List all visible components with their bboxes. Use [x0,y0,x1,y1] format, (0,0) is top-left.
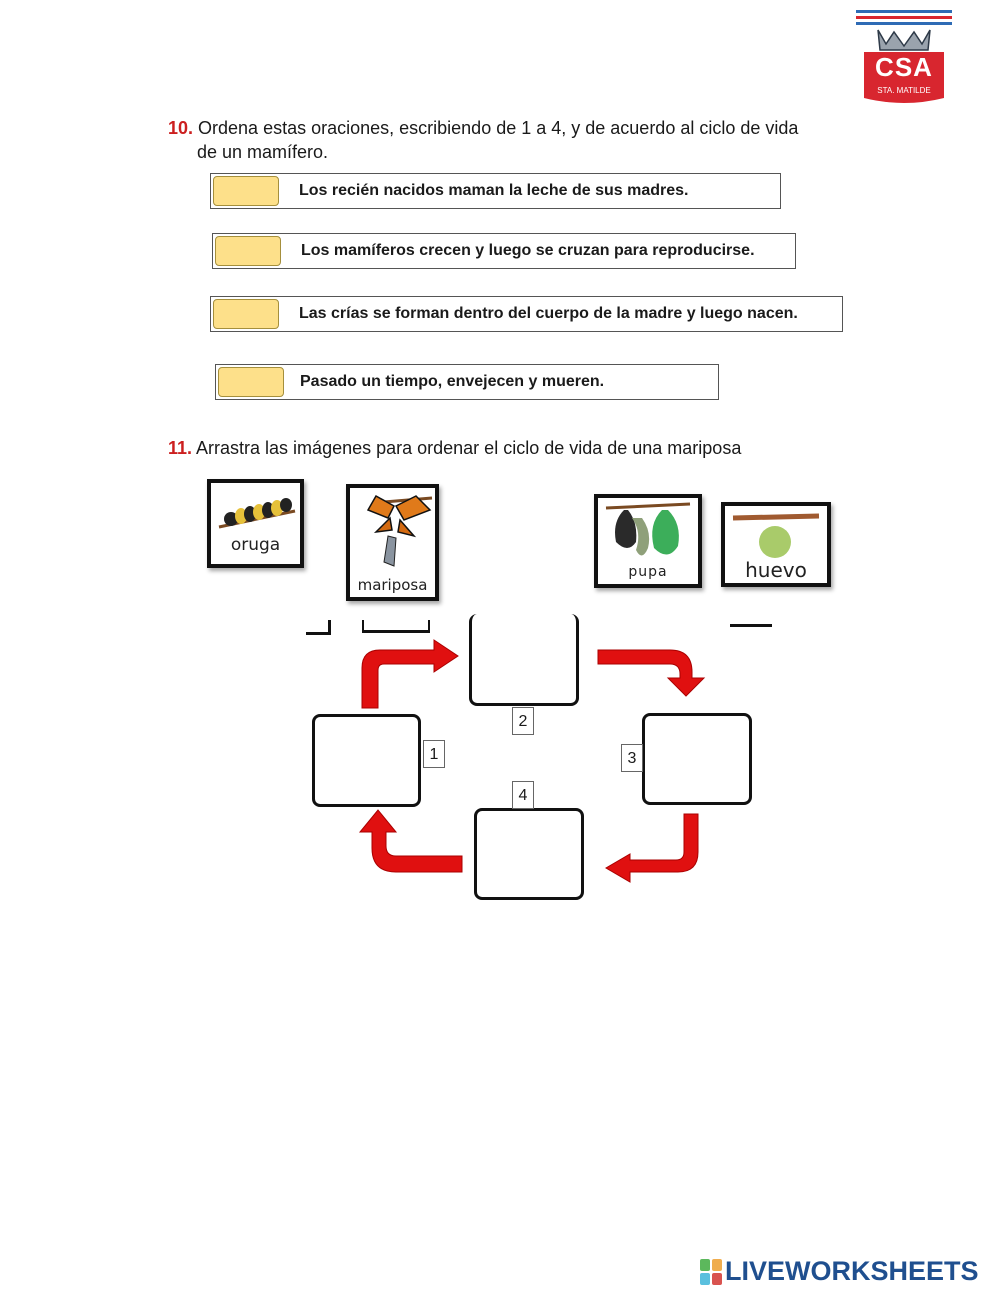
sentence-text-1: Los recién nacidos maman la leche de sus madres. [299,182,689,199]
question-10-text: Ordena estas oraciones, escribiendo de 1 a 4, y de acuerdo al ciclo de vida [193,118,799,138]
egg-icon [729,510,823,562]
chrysalis-icon [602,502,694,568]
question-11-text: Arrastra las imágenes para ordenar el ciclo de vida de una mariposa [192,438,742,458]
card-pupa[interactable] [594,494,702,588]
card-label-pupa: pupa [628,564,668,580]
sentence-row-2 [212,233,796,269]
card-oruga[interactable] [207,479,304,568]
card-label-oruga: oruga [230,535,281,555]
order-input-3[interactable] [213,299,279,329]
sentence-text-3: Las crías se forman dentro del cuerpo de la madre y luego nacen. [299,305,798,322]
drop-slot-3[interactable] [642,713,752,805]
brand-text: LIVEWORKSHEETS [725,1256,979,1286]
sentence-row-4 [215,364,719,400]
butterfly-icon [354,492,434,572]
sentence-text-4: Pasado un tiempo, envejecen y mueren. [300,373,605,390]
drop-slot-4[interactable] [474,808,584,900]
sentence-row-3 [210,296,843,332]
card-mariposa[interactable] [346,484,439,601]
order-input-2[interactable] [215,236,281,266]
question-10-number: 10. [168,118,194,138]
drop-slot-1[interactable] [312,714,421,807]
order-input-4[interactable] [218,367,284,397]
question-10-line2: de un mamífero. [197,142,329,162]
sentence-row-1 [210,173,781,209]
question-10-line1 [168,116,798,140]
logo-text: CSA [875,52,933,82]
caterpillar-icon [217,489,297,533]
slot-number-1: 1 [423,740,445,768]
question-11-number: 11. [168,438,193,458]
card-huevo[interactable] [721,502,831,587]
slot-number-3: 3 [621,744,643,772]
slot-number-2: 2 [512,707,534,735]
liveworksheets-logo-icon [700,1259,722,1285]
card-label-huevo: huevo [745,558,807,582]
card-label-mariposa: mariposa [357,576,428,594]
question-11 [168,436,741,460]
liveworksheets-brand [700,1256,979,1287]
drop-slot-2[interactable] [469,614,579,706]
sentence-text-2: Los mamíferos crecen y luego se cruzan para reproducirse. [301,242,755,259]
order-input-1[interactable] [213,176,279,206]
slot-number-4: 4 [512,781,534,809]
logo-subtext: STA. MATILDE [877,86,931,95]
